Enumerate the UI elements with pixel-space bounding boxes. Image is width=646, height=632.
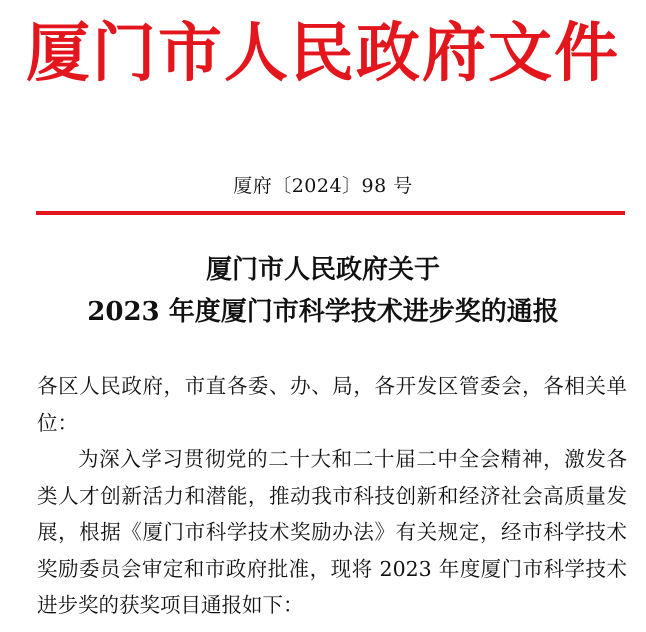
salutation: 各区人民政府，市直各委、办、局，各开发区管委会，各相关单位： bbox=[37, 374, 627, 435]
body-paragraph: 为深入学习贯彻党的二十大和二十届二中全会精神，激发各类人才创新活力和潜能，推动我市科技创新和经济社会高质量发展，根据《厦门市科学技术奖励办法》有关规定，经市科学技术奖励委员会审定和市政府批准，现将 2023 年度厦门市科学技术进步奖的获奖项目通报如下： bbox=[37, 447, 627, 617]
red-divider-line bbox=[36, 211, 625, 215]
masthead-title: 厦门市人民政府文件 bbox=[26, 16, 620, 91]
document-title-line-2: 2023 年度厦门市科学技术进步奖的通报 bbox=[87, 297, 559, 327]
document-title-line-1: 厦门市人民政府关于 bbox=[205, 255, 440, 285]
document-number: 厦府〔2024〕98 号 bbox=[233, 175, 413, 197]
